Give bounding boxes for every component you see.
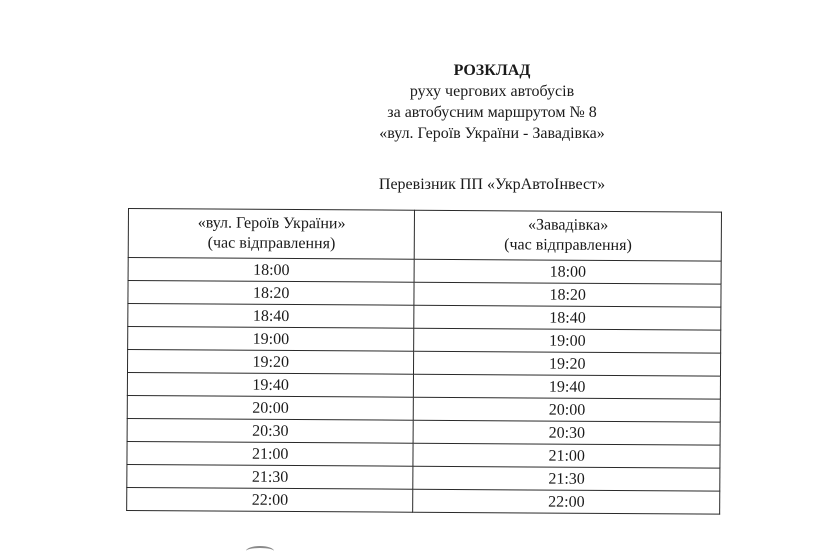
- timetable-header-row: [128, 209, 721, 262]
- departure-left: 18:20: [128, 281, 415, 306]
- header-right-stop-name: «Завадівка»: [527, 216, 609, 234]
- departure-right: 19:00: [414, 328, 721, 353]
- departure-right: 22:00: [413, 489, 720, 514]
- document-title: РОЗКЛАД: [453, 62, 531, 79]
- timetable: [126, 208, 722, 515]
- departure-left: 21:30: [127, 464, 414, 489]
- table-row: [127, 487, 720, 514]
- header-right-stop: [415, 210, 722, 261]
- departure-left: 20:30: [127, 418, 414, 443]
- subtitle-line-3: «вул. Героїв України - Завадівка»: [379, 125, 605, 142]
- departure-left: 18:40: [128, 304, 415, 329]
- departure-left: 18:00: [128, 258, 415, 283]
- departure-right: 18:00: [415, 259, 722, 284]
- departure-left: 21:00: [127, 441, 414, 466]
- departure-left: 20:00: [127, 395, 414, 420]
- departure-left: 19:20: [127, 350, 414, 375]
- departure-right: 19:20: [414, 351, 721, 376]
- header-right-note: (час відправлення): [504, 236, 632, 255]
- departure-right: 18:20: [414, 282, 721, 307]
- scan-stamp-edge: [246, 546, 274, 556]
- header-left-note: (час відправлення): [207, 234, 336, 253]
- header-left-stop: [128, 209, 415, 260]
- header-left-stop-name: «вул. Героїв України»: [197, 214, 346, 233]
- departure-right: 20:00: [414, 397, 721, 422]
- departure-right: 21:30: [413, 466, 720, 491]
- departure-right: 18:40: [414, 305, 721, 330]
- carrier-line: Перевізник ПП «УкрАвтоІнвест»: [378, 176, 606, 193]
- departure-left: 19:40: [127, 373, 414, 398]
- departure-left: 22:00: [127, 487, 414, 512]
- document-heading: [232, 60, 752, 144]
- departure-right: 21:00: [413, 443, 720, 468]
- departure-left: 19:00: [128, 327, 415, 352]
- departure-right: 20:30: [414, 420, 721, 445]
- subtitle-line-2: за автобусним маршрутом № 8: [387, 104, 597, 121]
- departure-right: 19:40: [414, 374, 721, 399]
- subtitle-line-1: руху чергових автобусів: [409, 83, 575, 100]
